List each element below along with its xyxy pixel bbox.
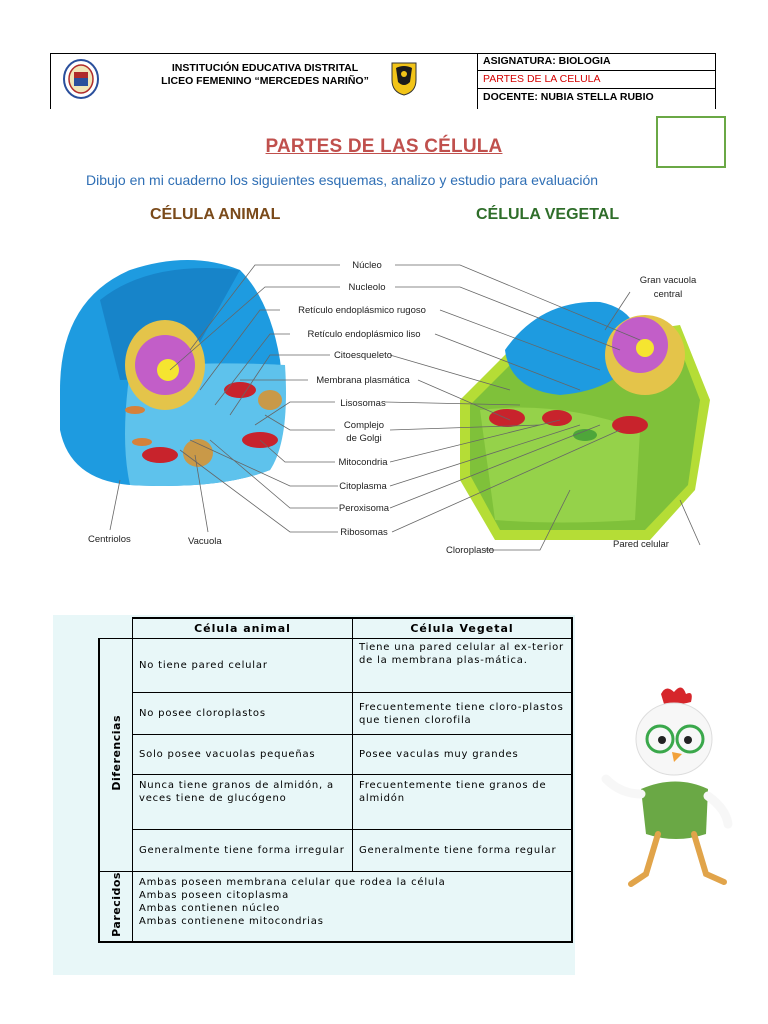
cell-vegetal: Frecuentemente tiene granos de almidón [353, 775, 573, 830]
label-lisosomas: Lisosomas [340, 398, 386, 409]
page-title [0, 136, 768, 158]
page-title-text: PARTES DE LAS CÉLULA [265, 136, 503, 157]
school-name-line2: LICEO FEMENINO “MERCEDES NARIÑO” [161, 75, 369, 87]
bogota-crest-icon [389, 60, 419, 96]
comparison-table [98, 617, 573, 943]
label-gran-vacuola-line2: central [653, 289, 683, 300]
group-parecidos-label: Parecidos [109, 872, 123, 937]
table-header-row [99, 618, 572, 639]
header-celula-animal: Célula animal [133, 618, 353, 639]
subject-cell: ASIGNATURA: BIOLOGIA [478, 53, 716, 71]
label-rel: Retículo endoplásmico liso [307, 329, 421, 340]
cell-diagram [40, 240, 730, 570]
label-mitocondria: Mitocondria [338, 457, 388, 468]
label-pared: Pared celular [613, 539, 669, 550]
label-nucleo: Núcleo [352, 260, 382, 271]
cell-parecidos [133, 872, 573, 942]
instructions: Dibujo en mi cuaderno los siguientes esquemas, analizo y estudio para evaluación [86, 172, 599, 188]
label-golgi-line1: Complejo [343, 420, 385, 431]
table-row [99, 775, 572, 830]
label-golgi-line2: de Golgi [346, 433, 382, 444]
group-diferencias-label: Diferencias [109, 715, 123, 791]
school-name [120, 62, 410, 88]
cell-animal: No tiene pared celular [133, 639, 353, 693]
label-membrana: Membrana plasmática [316, 375, 410, 386]
cell-vegetal: Generalmente tiene forma regular [353, 830, 573, 872]
cell-vegetal: Posee vaculas muy grandes [353, 735, 573, 775]
table-row [99, 735, 572, 775]
label-gran-vacuola-line1: Gran vacuola [639, 275, 697, 286]
teacher-cell: DOCENTE: NUBIA STELLA RUBIO [483, 91, 654, 103]
header-celula-vegetal: Célula Vegetal [353, 618, 573, 639]
label-centriolos: Centriolos [88, 534, 131, 545]
label-citoesqueleto: Citoesqueleto [333, 350, 393, 361]
school-logo-icon [62, 58, 100, 100]
table-row-parecidos [99, 872, 572, 942]
topic-cell: PARTES DE LA CELULA [478, 71, 716, 89]
chicken-illustration [596, 684, 756, 904]
cell-animal: Solo posee vacuolas pequeñas [133, 735, 353, 775]
school-name-line1: INSTITUCIÓN EDUCATIVA DISTRITAL [171, 62, 359, 74]
cell-animal: Nunca tiene granos de almidón, a veces tiene de glucógeno [133, 775, 353, 830]
group-diferencias [99, 639, 133, 872]
label-rer: Retículo endoplásmico rugoso [298, 305, 426, 316]
label-peroxisoma: Peroxisoma [338, 503, 390, 514]
label-cloroplasto: Cloroplasto [446, 545, 495, 556]
table-row [99, 639, 572, 693]
cell-animal: No posee cloroplastos [133, 693, 353, 735]
table-corner [99, 618, 133, 639]
label-vacuola: Vacuola [188, 536, 222, 547]
plant-cell-illustration [460, 302, 710, 540]
parecido-item: Ambas poseen citoplasma [139, 890, 289, 901]
label-nucleolo: Nucleolo [348, 282, 386, 293]
animal-cell-heading: CÉLULA ANIMAL [150, 206, 281, 223]
table-row [99, 693, 572, 735]
cell-animal: Generalmente tiene forma irregular [133, 830, 353, 872]
plant-cell-heading: CÉLULA VEGETAL [476, 206, 620, 223]
group-parecidos [99, 872, 133, 942]
parecido-item: Ambas contienene mitocondrias [139, 916, 324, 927]
parecido-item: Ambas contienen núcleo [139, 903, 281, 914]
animal-cell-illustration [60, 260, 286, 486]
cell-vegetal: Frecuentemente tiene cloro-plastos que tienen clorofila [353, 693, 573, 735]
table-row [99, 830, 572, 872]
cell-vegetal: Tiene una pared celular al ex-terior de la membrana plas-mática. [353, 639, 573, 693]
label-ribosomas: Ribosomas [340, 527, 388, 538]
label-citoplasma: Citoplasma [339, 481, 387, 492]
parecido-item: Ambas poseen membrana celular que rodea la célula [139, 877, 446, 888]
